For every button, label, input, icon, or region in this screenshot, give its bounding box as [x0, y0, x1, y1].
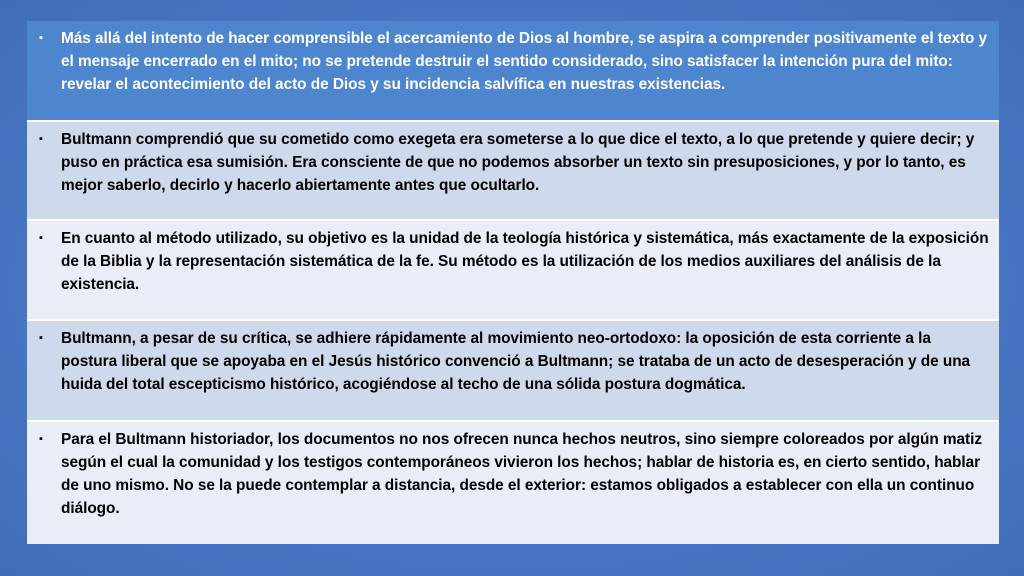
square-bullet-icon: ▪: [39, 32, 43, 44]
paragraph-text: Bultmann comprendió que su cometido como exegeta era someterse a lo que dice el texto, a lo que pretende y quiere decir; y puso en práctica esa sumisión. Era consciente de que no podemos absorber un texto sin presuposiciones, y por lo tanto, es mejor saberlo, decirlo y hacerlo abiertamente antes que ocultarlo.: [61, 131, 975, 194]
table-row: [27, 422, 999, 544]
square-bullet-icon: ▪: [39, 433, 43, 445]
table-row: [27, 321, 999, 422]
content-table: [27, 21, 999, 544]
paragraph-text: Para el Bultmann historiador, los documentos no nos ofrecen nunca hechos neutros, sino siempre coloreados por algún matiz según el cual la comunidad y los testigos contemporáneos vivieron los hechos; hablar de historia es, en cierto sentido, hablar de uno mismo. No se la puede contemplar a distancia, desde el exterior: estamos obligados a establecer con ella un continuo diálogo.: [61, 431, 982, 517]
table-row: [27, 21, 999, 122]
paragraph-text: En cuanto al método utilizado, su objetivo es la unidad de la teología histórica y sistemática, más exactamente de la exposición de la Biblia y la representación sistemática de la fe. Su método es la utilización de los medios auxiliares del análisis de la existencia.: [61, 230, 989, 293]
paragraph-text: Bultmann, a pesar de su crítica, se adhiere rápidamente al movimiento neo-ortodoxo: la oposición de esta corriente a la postura liberal que se apoyaba en el Jesús histórico convenció a Bultmann; se trataba de un acto de desesperación y de una huida del total escepticismo histórico, acogiéndose al techo de una sólida postura dogmática.: [61, 330, 971, 393]
square-bullet-icon: ▪: [39, 133, 43, 145]
square-bullet-icon: ▪: [39, 332, 43, 344]
paragraph-text: Más allá del intento de hacer comprensible el acercamiento de Dios al hombre, se aspira a comprender positivamente el texto y el mensaje encerrado en el mito; no se pretende destruir el sentido considerado, sino satisfacer la intención pura del mito: revelar el acontecimiento del acto de Dios y su incidencia salvífica en nuestras existencias.: [61, 30, 988, 93]
table-row: [27, 122, 999, 221]
table-row: [27, 221, 999, 321]
square-bullet-icon: ▪: [39, 232, 43, 244]
